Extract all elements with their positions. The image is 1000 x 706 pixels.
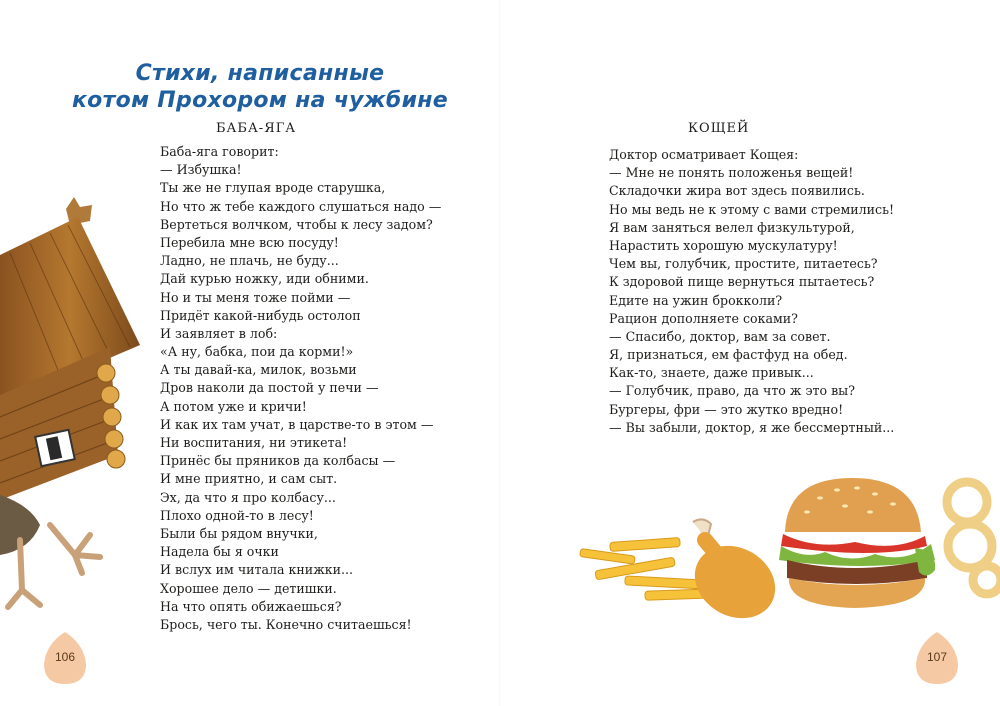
poem-line: Едите на ужин брокколи? <box>609 292 783 308</box>
poem-line: И мне приятно, и сам сыт. <box>160 471 338 487</box>
poem-line: Но что ж тебе каждого слушаться надо — <box>160 198 442 214</box>
poem-line: Хорошее дело — детишки. <box>160 580 337 596</box>
right-poem-heading: КОЩЕЙ <box>688 121 750 136</box>
onion-rings <box>947 482 1000 594</box>
title-line-1: Стихи, написанные <box>135 61 385 86</box>
title-line-2: котом Прохором на чужбине <box>71 88 449 113</box>
right-page-number: 107 <box>926 650 948 664</box>
poem-line: А потом уже и кричи! <box>160 398 307 414</box>
left-poem <box>160 143 441 634</box>
poem-line: Как-то, знаете, даже привык... <box>609 365 814 381</box>
burger <box>779 478 935 608</box>
poem-line: Плохо одной-то в лесу! <box>160 507 314 523</box>
poem-line: И вслух им читала книжки... <box>160 562 354 578</box>
poem-line: А ты давай-ка, милок, возьми <box>160 362 357 378</box>
poem-line: — Вы забыли, доктор, я же бессмертный... <box>609 419 895 435</box>
poem-line: Но и ты меня тоже пойми — <box>160 289 351 305</box>
poem-line: Перебила мне всю посуду! <box>160 234 339 250</box>
poem-line: И заявляет в лоб: <box>160 325 278 341</box>
poem-line: Нарастить хорошую мускулатуру! <box>609 237 838 253</box>
poem-line: К здоровой пище вернуться пытаетесь? <box>609 274 875 290</box>
poem-line: Рацион дополняете соками? <box>609 310 798 326</box>
poem-line: Брось, чего ты. Конечно считаешься! <box>160 616 412 632</box>
poem-line: Придёт какой-нибудь остолоп <box>160 307 361 323</box>
hut-illustration <box>0 195 150 625</box>
poem-line: На что опять обижаешься? <box>160 598 342 614</box>
book-gutter <box>499 0 501 706</box>
left-page-number: 106 <box>54 650 76 664</box>
poem-line: Вертеться волчком, чтобы к лесу задом? <box>160 216 433 232</box>
poem-line: Баба-яга говорит: <box>160 144 279 159</box>
poem-line: Ты же не глупая вроде старушка, <box>160 180 386 196</box>
poem-line: Доктор осматривает Кощея: <box>609 147 799 162</box>
poem-line: И как их там учат, в царстве-то в этом — <box>160 416 434 432</box>
poem-line: Ладно, не плачь, не буду... <box>160 253 339 269</box>
chicken-leg <box>682 519 789 632</box>
page-title <box>70 60 450 114</box>
right-poem <box>609 146 894 437</box>
poem-line: Ни воспитания, ни этикета! <box>160 435 348 450</box>
poem-line: Складочки жира вот здесь появились. <box>609 183 865 199</box>
poem-line: Принёс бы пряников да колбасы — <box>160 453 396 469</box>
poem-line: Но мы ведь не к этому с вами стремились! <box>609 201 895 217</box>
poem-line: Бургеры, фри — это жутко вредно! <box>609 401 844 417</box>
poem-line: Дров наколи да постой у печи — <box>160 380 379 396</box>
poem-line: Были бы рядом внучки, <box>160 525 318 541</box>
fast-food-illustration <box>575 460 1000 640</box>
poem-line: Эх, да что я про колбасу... <box>160 489 336 505</box>
poem-line: «А ну, бабка, пои да корми!» <box>160 344 354 360</box>
poem-line: Дай курью ножку, иди обними. <box>160 271 369 287</box>
poem-line: Чем вы, голубчик, простите, питаетесь? <box>609 256 878 272</box>
poem-line: — Мне не понять положенья вещей! <box>609 165 854 181</box>
poem-line: Я, признаться, ем фастфуд на обед. <box>609 347 848 363</box>
left-poem-heading: БАБА-ЯГА <box>216 121 297 136</box>
poem-line: — Избушка! <box>160 162 242 178</box>
poem-line: — Спасибо, доктор, вам за совет. <box>609 328 831 344</box>
poem-line: Надела бы я очки <box>160 544 279 560</box>
poem-line: Я вам заняться велел физкультурой, <box>609 219 855 235</box>
poem-line: — Голубчик, право, да что ж это вы? <box>609 383 855 399</box>
